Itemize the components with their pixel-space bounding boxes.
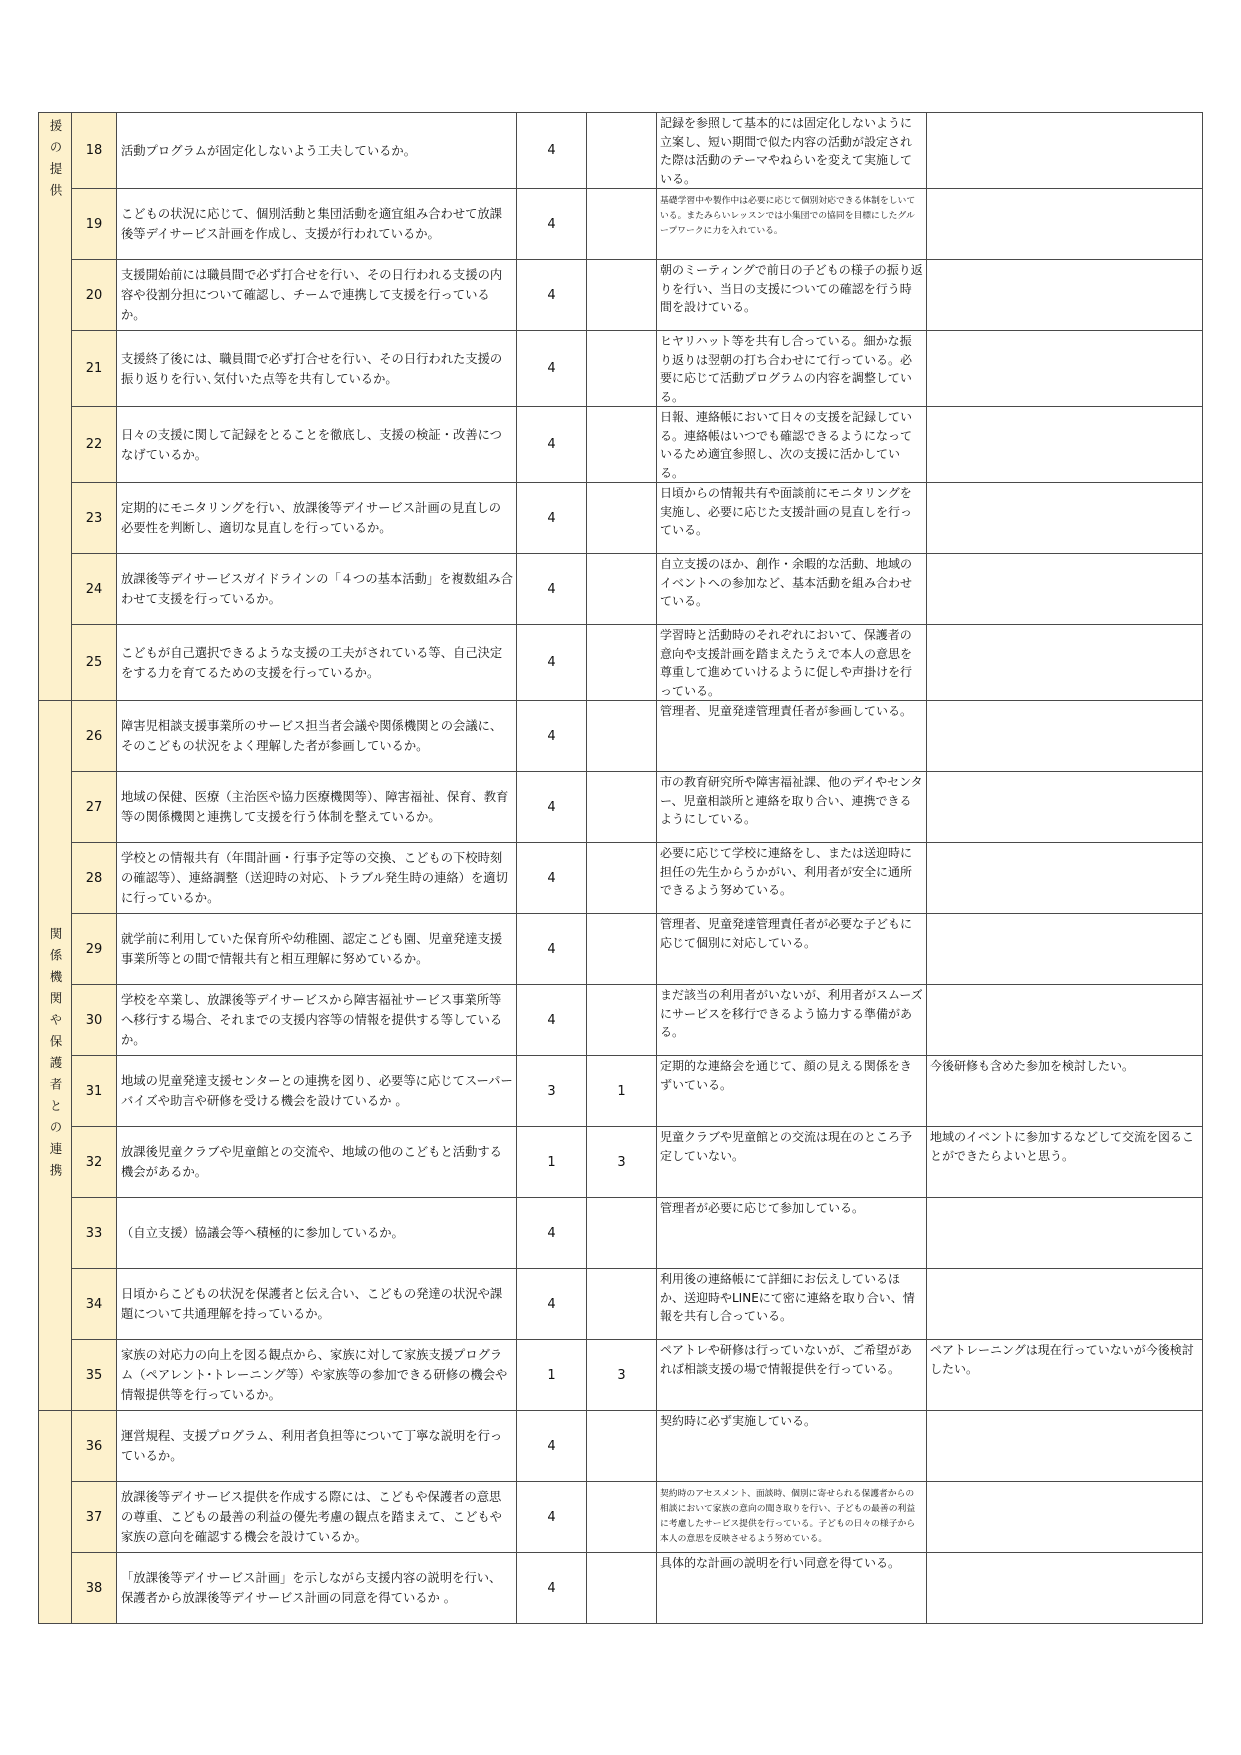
category-label: 関係機関や保護者との連携: [48, 926, 63, 1185]
yes-count: 4: [517, 843, 587, 914]
yes-count: 4: [517, 331, 587, 407]
row-number: 29: [72, 914, 117, 985]
table-row: [39, 483, 1203, 554]
improvement-note: [927, 189, 1203, 260]
improvement-note: [927, 407, 1203, 483]
no-count: [587, 914, 657, 985]
improvement-note: [927, 985, 1203, 1056]
yes-count: 4: [517, 1553, 587, 1624]
yes-count: 4: [517, 914, 587, 985]
improvement-note: [927, 914, 1203, 985]
improvement-note: [927, 1553, 1203, 1624]
improvement-note: [927, 701, 1203, 772]
table-row: [39, 113, 1203, 189]
question-text: 日頃からこどもの状況を保護者と伝え合い、こどもの発達の状況や課題について共通理解を持っているか。: [117, 1269, 517, 1340]
improvement-note: [927, 843, 1203, 914]
question-text: 放課後等デイサービスガイドラインの「４つの基本活動」を複数組み合わせて支援を行っているか。: [117, 554, 517, 625]
row-number: 37: [72, 1482, 117, 1553]
table-row: [39, 407, 1203, 483]
status-note: 利用後の連絡帳にて詳細にお伝えしているほか、送迎時やLINEにて密に連絡を取り合い、情報を共有し合っている。: [657, 1269, 927, 1340]
row-number: 32: [72, 1127, 117, 1198]
question-text: （自立支援）協議会等へ積極的に参加しているか。: [117, 1198, 517, 1269]
table-row: [39, 1198, 1203, 1269]
no-count: [587, 554, 657, 625]
no-count: 3: [587, 1127, 657, 1198]
table-row: [39, 1553, 1203, 1624]
no-count: [587, 985, 657, 1056]
no-count: [587, 1269, 657, 1340]
row-number: 18: [72, 113, 117, 189]
no-count: [587, 483, 657, 554]
table-row: [39, 1340, 1203, 1411]
no-count: [587, 113, 657, 189]
no-count: 1: [587, 1056, 657, 1127]
row-number: 25: [72, 625, 117, 701]
yes-count: 4: [517, 483, 587, 554]
no-count: [587, 407, 657, 483]
yes-count: 4: [517, 113, 587, 189]
table-row: [39, 189, 1203, 260]
status-note: ヒヤリハット等を共有し合っている。細かな振り返りは翌朝の打ち合わせにて行っている。必要に応じて活動プログラムの内容を調整している。: [657, 331, 927, 407]
row-number: 22: [72, 407, 117, 483]
table-row: [39, 554, 1203, 625]
row-number: 26: [72, 701, 117, 772]
yes-count: 4: [517, 189, 587, 260]
no-count: [587, 331, 657, 407]
row-number: 28: [72, 843, 117, 914]
row-number: 34: [72, 1269, 117, 1340]
yes-count: 1: [517, 1127, 587, 1198]
question-text: 活動プログラムが固定化しないよう工夫しているか。: [117, 113, 517, 189]
yes-count: 4: [517, 772, 587, 843]
row-number: 27: [72, 772, 117, 843]
table-row: [39, 331, 1203, 407]
row-number: 33: [72, 1198, 117, 1269]
status-note: 学習時と活動時のそれぞれにおいて、保護者の意向や支援計画を踏まえたうえで本人の意思を尊重して進めていけるように促しや声掛けを行っている。: [657, 625, 927, 701]
improvement-note: [927, 483, 1203, 554]
table-row: [39, 1269, 1203, 1340]
question-text: 放課後等デイサービス提供を作成する際には、こどもや保護者の意思の尊重、こどもの最善の利益の優先考慮の観点を踏まえて、こどもや家族の意向を確認する機会を設けているか。: [117, 1482, 517, 1553]
yes-count: 3: [517, 1056, 587, 1127]
improvement-note: [927, 260, 1203, 331]
no-count: [587, 1553, 657, 1624]
row-number: 20: [72, 260, 117, 331]
status-note: 管理者が必要に応じて参加している。: [657, 1198, 927, 1269]
category-cell: [39, 113, 72, 701]
no-count: [587, 625, 657, 701]
question-text: 日々の支援に関して記録をとることを徹底し、支援の検証・改善につなげているか。: [117, 407, 517, 483]
status-note: 記録を参照して基本的には固定化しないように立案し、短い期間で似た内容の活動が設定された際は活動のテーマやねらいを変えて実施している。: [657, 113, 927, 189]
table-row: [39, 1411, 1203, 1482]
status-note: ペアトレや研修は行っていないが、ご希望があれば相談支援の場で情報提供を行っている。: [657, 1340, 927, 1411]
question-text: 就学前に利用していた保育所や幼稚園、認定こども園、児童発達支援事業所等との間で情報共有と相互理解に努めているか。: [117, 914, 517, 985]
status-note: 朝のミーティングで前日の子どもの様子の振り返りを行い、当日の支援についての確認を行う時間を設けている。: [657, 260, 927, 331]
no-count: [587, 1411, 657, 1482]
table-row: [39, 625, 1203, 701]
row-number: 36: [72, 1411, 117, 1482]
status-note: 市の教育研究所や障害福祉課、他のデイやセンター、児童相談所と連絡を取り合い、連携できるようにしている。: [657, 772, 927, 843]
status-note: 定期的な連絡会を通じて、顔の見える関係をきずいている。: [657, 1056, 927, 1127]
status-note: 児童クラブや児童館との交流は現在のところ予定していない。: [657, 1127, 927, 1198]
status-note: 必要に応じて学校に連絡をし、または送迎時に担任の先生からうかがい、利用者が安全に通所できるよう努めている。: [657, 843, 927, 914]
question-text: 地域の児童発達支援センターとの連携を図り、必要等に応じてスーパーバイズや助言や研修を受ける機会を設けているか 。: [117, 1056, 517, 1127]
evaluation-table-body: [39, 113, 1203, 1624]
table-row: [39, 985, 1203, 1056]
no-count: [587, 772, 657, 843]
yes-count: 4: [517, 985, 587, 1056]
status-note: 具体的な計画の説明を行い同意を得ている。: [657, 1553, 927, 1624]
table-row: [39, 1056, 1203, 1127]
row-number: 24: [72, 554, 117, 625]
question-text: 運営規程、支援プログラム、利用者負担等について丁寧な説明を行っているか。: [117, 1411, 517, 1482]
yes-count: 4: [517, 407, 587, 483]
yes-count: 4: [517, 701, 587, 772]
question-text: こどもが自己選択できるような支援の工夫がされている等、自己決定をする力を育てるための支援を行っているか。: [117, 625, 517, 701]
no-count: [587, 1198, 657, 1269]
no-count: [587, 843, 657, 914]
table-row: [39, 701, 1203, 772]
row-number: 35: [72, 1340, 117, 1411]
improvement-note: [927, 772, 1203, 843]
improvement-note: [927, 113, 1203, 189]
status-note: 管理者、児童発達管理責任者が参画している。: [657, 701, 927, 772]
status-note: まだ該当の利用者がいないが、利用者がスムーズにサービスを移行できるよう協力する準備がある。: [657, 985, 927, 1056]
category-cell: [39, 701, 72, 1411]
category-label: 援の提供: [48, 119, 63, 205]
improvement-note: [927, 625, 1203, 701]
status-note: 自立支援のほか、創作・余暇的な活動、地域のイベントへの参加など、基本活動を組み合わせている。: [657, 554, 927, 625]
status-note: 契約時に必ず実施している。: [657, 1411, 927, 1482]
no-count: [587, 1482, 657, 1553]
question-text: 放課後児童クラブや児童館との交流や、地域の他のこどもと活動する機会があるか。: [117, 1127, 517, 1198]
question-text: 支援終了後には、職員間で必ず打合せを行い、その日行われた支援の振り返りを行い､気付いた点等を共有しているか。: [117, 331, 517, 407]
status-note: 基礎学習中や製作中は必要に応じて個別対応できる体制をしいている。またみらいレッスンでは小集団での協同を目標にしたグループワークに力を入れている。: [657, 189, 927, 260]
table-row: [39, 843, 1203, 914]
no-count: [587, 701, 657, 772]
question-text: こどもの状況に応じて、個別活動と集団活動を適宜組み合わせて放課後等デイサービス計画を作成し、支援が行われているか。: [117, 189, 517, 260]
yes-count: 4: [517, 1482, 587, 1553]
question-text: 「放課後等デイサービス計画」を示しながら支援内容の説明を行い、保護者から放課後等デイサービス計画の同意を得ているか 。: [117, 1553, 517, 1624]
improvement-note: [927, 331, 1203, 407]
improvement-note: 今後研修も含めた参加を検討したい。: [927, 1056, 1203, 1127]
status-note: 日頃からの情報共有や面談前にモニタリングを実施し、必要に応じた支援計画の見直しを行っている。: [657, 483, 927, 554]
improvement-note: [927, 1269, 1203, 1340]
table-row: [39, 772, 1203, 843]
row-number: 19: [72, 189, 117, 260]
row-number: 31: [72, 1056, 117, 1127]
improvement-note: [927, 554, 1203, 625]
yes-count: 4: [517, 1411, 587, 1482]
table-row: [39, 914, 1203, 985]
question-text: 家族の対応力の向上を図る観点から、家族に対して家族支援プログラム（ペアレント･トレーニング等）や家族等の参加できる研修の機会や情報提供等を行っているか。: [117, 1340, 517, 1411]
table-row: [39, 1482, 1203, 1553]
status-note: 管理者、児童発達管理責任者が必要な子どもに応じて個別に対応している。: [657, 914, 927, 985]
row-number: 30: [72, 985, 117, 1056]
yes-count: 4: [517, 1269, 587, 1340]
improvement-note: [927, 1198, 1203, 1269]
question-text: 学校を卒業し、放課後等デイサービスから障害福祉サービス事業所等へ移行する場合、それまでの支援内容等の情報を提供する等しているか。: [117, 985, 517, 1056]
category-cell: [39, 1411, 72, 1624]
yes-count: 1: [517, 1340, 587, 1411]
yes-count: 4: [517, 554, 587, 625]
yes-count: 4: [517, 260, 587, 331]
row-number: 38: [72, 1553, 117, 1624]
question-text: 定期的にモニタリングを行い、放課後等デイサービス計画の見直しの必要性を判断し、適切な見直しを行っているか。: [117, 483, 517, 554]
row-number: 23: [72, 483, 117, 554]
improvement-note: [927, 1482, 1203, 1553]
no-count: [587, 189, 657, 260]
question-text: 地域の保健、医療（主治医や協力医療機関等）、障害福祉、保育、教育等の関係機関と連携して支援を行う体制を整えているか。: [117, 772, 517, 843]
question-text: 学校との情報共有（年間計画・行事予定等の交換、こどもの下校時刻の確認等）、連絡調整（送迎時の対応、トラブル発生時の連絡）を適切に行っているか。: [117, 843, 517, 914]
row-number: 21: [72, 331, 117, 407]
table-row: [39, 260, 1203, 331]
no-count: 3: [587, 1340, 657, 1411]
yes-count: 4: [517, 1198, 587, 1269]
table-row: [39, 1127, 1203, 1198]
improvement-note: [927, 1411, 1203, 1482]
question-text: 障害児相談支援事業所のサービス担当者会議や関係機関との会議に、そのこどもの状況をよく理解した者が参画しているか。: [117, 701, 517, 772]
yes-count: 4: [517, 625, 587, 701]
status-note: 契約時のアセスメント、面談時、個別に寄せられる保護者からの相談において家族の意向の聞き取りを行い、子どもの最善の利益に考慮したサービス提供を行っている。子どもの日々の様子から本人の意思を反映させるよう努めている。: [657, 1482, 927, 1553]
improvement-note: 地域のイベントに参加するなどして交流を図ることができたらよいと思う。: [927, 1127, 1203, 1198]
status-note: 日報、連絡帳において日々の支援を記録している。連絡帳はいつでも確認できるようになっているため適宜参照し、次の支援に活かしている。: [657, 407, 927, 483]
evaluation-table: [38, 112, 1203, 1624]
no-count: [587, 260, 657, 331]
question-text: 支援開始前には職員間で必ず打合せを行い、その日行われる支援の内容や役割分担について確認し、チームで連携して支援を行っているか。: [117, 260, 517, 331]
improvement-note: ペアトレーニングは現在行っていないが今後検討したい。: [927, 1340, 1203, 1411]
